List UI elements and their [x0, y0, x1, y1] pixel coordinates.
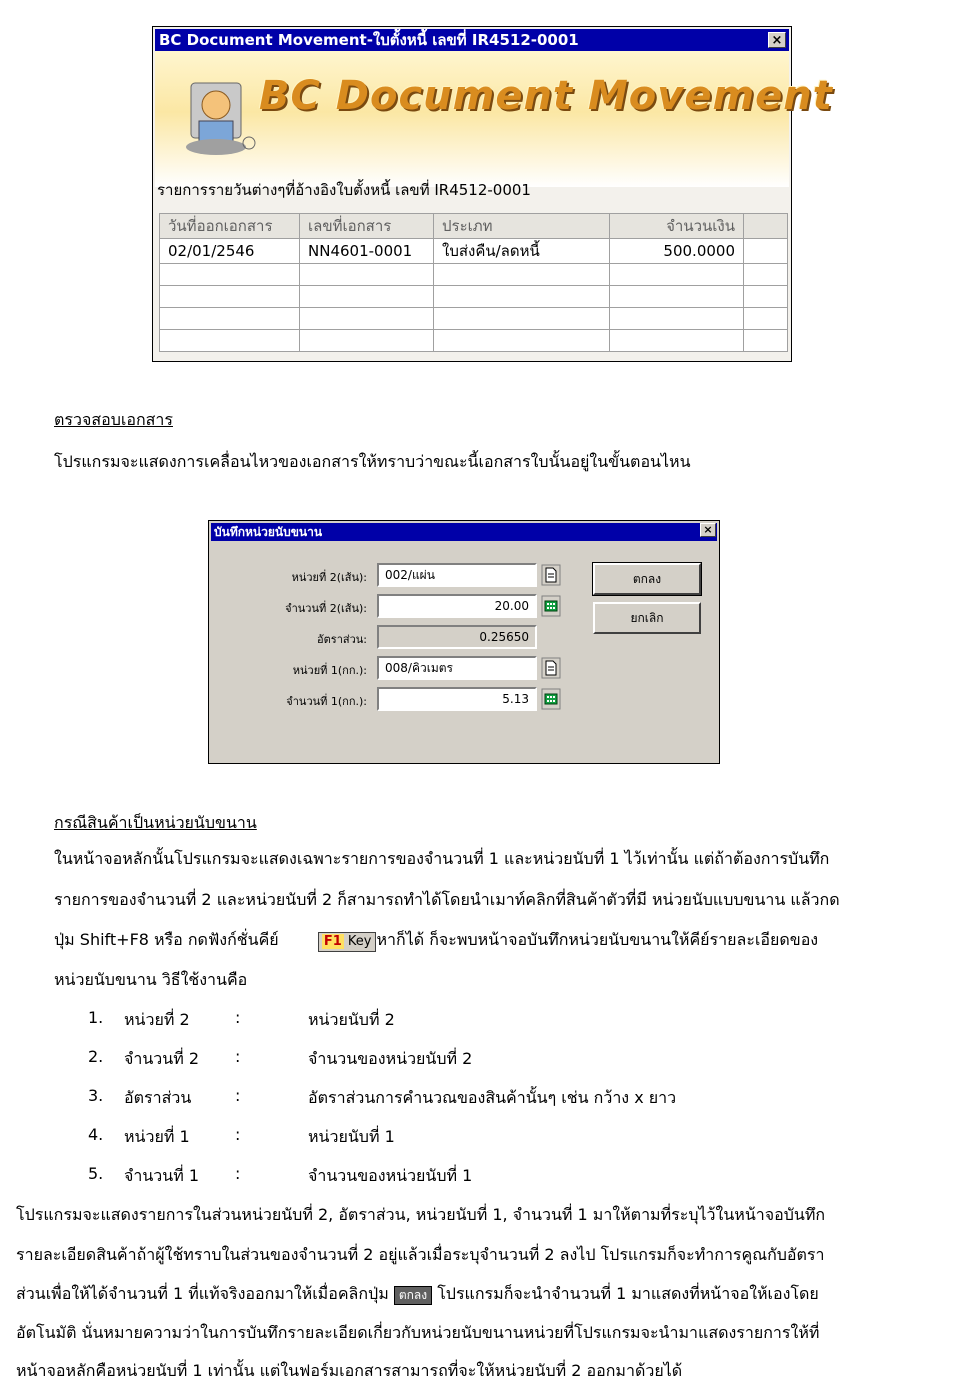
list-term: อัตราส่วน — [124, 1088, 192, 1107]
list-colon: : — [235, 1125, 241, 1144]
qty2-field[interactable]: 20.00 — [377, 594, 537, 618]
paragraph-line — [16, 1282, 819, 1307]
ratio-label: อัตราส่วน: — [317, 633, 367, 646]
unit1-field[interactable]: 008/คิวเมตร — [377, 656, 537, 680]
list-number: 4. — [88, 1125, 104, 1144]
list-desc: หน่วยนับที่ 1 — [308, 1127, 395, 1146]
list-term: จำนวนที่ 2 — [124, 1049, 200, 1068]
paragraph-text: โปรแกรมก็จะนำจำนวนที่ 1 มาแสดงที่หน้าจอให้เองโดย — [437, 1284, 819, 1303]
dialog-title: บันทึกหน่วยนับขนาน — [211, 523, 717, 541]
list-colon: : — [235, 1008, 241, 1027]
list-number: 1. — [88, 1008, 104, 1027]
paragraph-text: ปุ่ม Shift+F8 หรือ กดฟังก์ชั่นคีย์ — [54, 930, 279, 949]
list-term: หน่วยที่ 2 — [124, 1010, 190, 1029]
table-row[interactable] — [160, 239, 788, 264]
list-desc: จำนวนของหน่วยนับที่ 1 — [308, 1166, 473, 1185]
calculator-icon[interactable] — [541, 595, 561, 617]
qty2-label: จำนวนที่ 2(เส้น): — [285, 602, 367, 615]
table-header — [160, 214, 788, 239]
table-row[interactable] — [160, 330, 788, 352]
parallel-unit-dialog — [208, 520, 720, 764]
cell-date: 02/01/2546 — [160, 239, 300, 264]
table-row[interactable] — [160, 308, 788, 330]
list-desc: จำนวนของหน่วยนับที่ 2 — [308, 1049, 473, 1068]
movement-table — [159, 213, 788, 352]
paragraph-text: หาก็ได้ ก็จะพบหน้าจอบันทึกหน่วยนับขนานให้คีย์รายละเอียดของ — [376, 930, 819, 949]
paragraph-line: รายการของจำนวนที่ 2 และหน่วยนับที่ 2 ก็สามารถทำได้โดยนำเมาท์คลิกที่สินค้าตัวที่มี หน่วยนับแบบขนาน แล้วกด — [54, 890, 840, 909]
cell-amount: 500.0000 — [610, 239, 744, 264]
cancel-button[interactable]: ยกเลิก — [593, 602, 701, 634]
ratio-field: 0.25650 — [377, 625, 537, 649]
list-term: หน่วยที่ 1 — [124, 1127, 190, 1146]
col-date[interactable]: วันที่ออกเอกสาร — [160, 214, 300, 239]
paragraph-text: ส่วนเพื่อให้ได้จำนวนที่ 1 ที่แท้จริงออกมาให้เมื่อคลิกปุ่ม — [16, 1284, 389, 1303]
qty1-field[interactable]: 5.13 — [377, 687, 537, 711]
section-heading-check: ตรวจสอบเอกสาร — [54, 410, 173, 429]
calculator-icon[interactable] — [541, 688, 561, 710]
f1-key-label: F1 — [323, 934, 342, 949]
ok-key-icon: ตกลง — [394, 1286, 432, 1305]
unit1-label: หน่วยที่ 1(กก.): — [292, 664, 367, 677]
document-movement-window — [152, 26, 833, 362]
cell-doc-no: NN4601-0001 — [300, 239, 434, 264]
f1-key-icon — [318, 932, 376, 952]
paragraph-line — [54, 928, 818, 953]
key-label: Key — [347, 934, 372, 949]
list-colon: : — [235, 1164, 241, 1183]
list-desc: หน่วยนับที่ 2 — [308, 1010, 395, 1029]
table-row[interactable] — [160, 286, 788, 308]
lookup-icon[interactable] — [541, 657, 561, 679]
window-title: BC Document Movement-ใบตั้งหนี้ เลขที่ IR4512-0001 — [155, 29, 789, 51]
logo-icon — [171, 73, 261, 163]
col-extra — [744, 214, 788, 239]
paragraph-line: หน้าจอหลักคือหน่วยนับที่ 1 เท่านั้น แต่ในฟอร์มเอกสารสามารถที่จะให้หน่วยนับที่ 2 ออกมาด้วยได้ — [16, 1361, 683, 1380]
list-colon: : — [235, 1047, 241, 1066]
paragraph-line: โปรแกรมจะแสดงรายการในส่วนหน่วยนับที่ 2, อัตราส่วน, หน่วยนับที่ 1, จำนวนที่ 1 มาให้ตามที่ระบุไว้ในหน้าจอบันทึก — [16, 1205, 826, 1224]
table-row[interactable] — [160, 264, 788, 286]
list-colon: : — [235, 1086, 241, 1105]
unit2-field[interactable]: 002/แผ่น — [377, 563, 537, 587]
qty1-label: จำนวนที่ 1(กก.): — [286, 695, 367, 708]
list-term: จำนวนที่ 1 — [124, 1166, 200, 1185]
list-number: 2. — [88, 1047, 104, 1066]
section-heading-parallel-unit: กรณีสินค้าเป็นหน่วยนับขนาน — [54, 813, 257, 832]
col-type[interactable]: ประเภท — [434, 214, 610, 239]
reference-caption: รายการรายวันต่างๆที่อ้างอิงใบตั้งหนี้ เลขที่ IR4512-0001 — [157, 181, 531, 199]
list-number: 3. — [88, 1086, 104, 1105]
close-button[interactable]: × — [768, 32, 786, 48]
paragraph-line: อัตโนมัติ นั่นหมายความว่าในการบันทึกรายละเอียดเกี่ยวกับหน่วยนับขนานหน่วยที่โปรแกรมจะนำมาแสดงรายการให้ที่ — [16, 1323, 820, 1342]
col-amount[interactable]: จำนวนเงิน — [610, 214, 744, 239]
close-button[interactable]: × — [700, 523, 716, 537]
cell-type: ใบส่งคืน/ลดหนี้ — [434, 239, 610, 264]
brand-title: BC Document Movement — [259, 73, 833, 119]
banner — [155, 51, 833, 187]
paragraph-line: รายละเอียดสินค้าถ้าผู้ใช้ทราบในส่วนของจำนวนที่ 2 อยู่แล้วเมื่อระบุจำนวนที่ 2 ลงไป โปรแกรมก็จะทำการคูณกับอัตรา — [16, 1245, 825, 1264]
lookup-icon[interactable] — [541, 564, 561, 586]
section-text-check: โปรแกรมจะแสดงการเคลื่อนไหวของเอกสารให้ทราบว่าขณะนี้เอกสารใบนั้นอยู่ในขั้นตอนไหน — [54, 452, 691, 471]
list-number: 5. — [88, 1164, 104, 1183]
list-desc: อัตราส่วนการคำนวณของสินค้านั้นๆ เช่น กว้าง x ยาว — [308, 1088, 677, 1107]
paragraph-line: หน่วยนับขนาน วิธีใช้งานคือ — [54, 970, 248, 989]
unit2-label: หน่วยที่ 2(เส้น): — [291, 571, 367, 584]
ok-button[interactable]: ตกลง — [593, 563, 701, 595]
paragraph-line: ในหน้าจอหลักนั้นโปรแกรมจะแสดงเฉพาะรายการของจำนวนที่ 1 และหน่วยนับที่ 1 ไว้เท่านั้น แต่ถ้าต้องการบันทึก — [54, 849, 830, 868]
col-doc-no[interactable]: เลขที่เอกสาร — [300, 214, 434, 239]
